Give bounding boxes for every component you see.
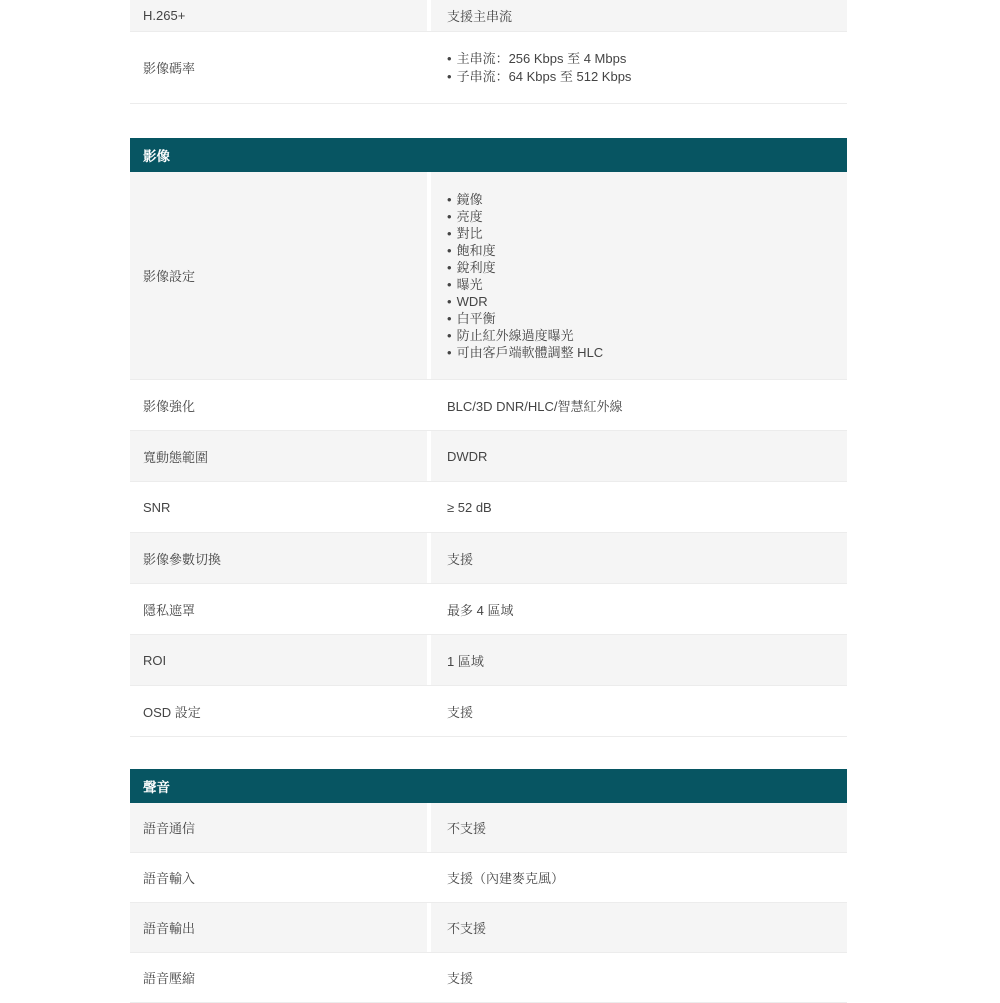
section-header-image: 影像 — [130, 138, 847, 172]
spec-table — [130, 0, 847, 1003]
table-row — [130, 686, 847, 737]
spec-label: 影像碼率 — [130, 32, 427, 103]
spec-value: 支援 — [431, 686, 847, 736]
spec-value: 不支援 — [431, 803, 847, 852]
bullet-list — [447, 191, 603, 361]
spec-label: 語音輸出 — [130, 903, 427, 952]
bullet-item: • 飽和度 — [447, 242, 603, 259]
spec-value: ≥ 52 dB — [431, 482, 847, 532]
spec-value: 支援主串流 — [431, 0, 847, 31]
bullet-item: • 主串流：256 Kbps 至 4 Mbps — [447, 50, 631, 68]
table-row — [130, 172, 847, 380]
table-row — [130, 32, 847, 104]
spec-value: 1 區域 — [431, 635, 847, 685]
table-row — [130, 635, 847, 686]
table-row — [130, 953, 847, 1003]
spec-value — [431, 32, 847, 103]
spec-value: DWDR — [431, 431, 847, 481]
table-row — [130, 533, 847, 584]
spec-label: 語音輸入 — [130, 853, 427, 902]
spec-label: 影像設定 — [130, 172, 427, 379]
table-row — [130, 0, 847, 32]
bullet-item: • 白平衡 — [447, 310, 603, 327]
bullet-item: • 鏡像 — [447, 191, 603, 208]
spec-label: 語音通信 — [130, 803, 427, 852]
table-row — [130, 482, 847, 533]
table-row — [130, 903, 847, 953]
section-header-audio: 聲音 — [130, 769, 847, 803]
table-row — [130, 431, 847, 482]
bullet-item: • 子串流：64 Kbps 至 512 Kbps — [447, 68, 631, 86]
table-row — [130, 803, 847, 853]
table-row — [130, 584, 847, 635]
bullet-item: • WDR — [447, 293, 603, 310]
spec-label: 影像參數切換 — [130, 533, 427, 583]
bullet-list — [447, 50, 631, 86]
bullet-item: • 對比 — [447, 225, 603, 242]
bullet-item: • 銳利度 — [447, 259, 603, 276]
spec-label: OSD 設定 — [130, 686, 427, 736]
spec-label: ROI — [130, 635, 427, 685]
spec-label: H.265+ — [130, 0, 427, 31]
spec-value: 支援（內建麥克風） — [431, 853, 847, 902]
spec-label: 語音壓縮 — [130, 953, 427, 1002]
spec-label: 隱私遮罩 — [130, 584, 427, 634]
bullet-item: • 防止紅外線過度曝光 — [447, 327, 603, 344]
bullet-item: • 亮度 — [447, 208, 603, 225]
spec-value — [431, 172, 847, 379]
spec-label: SNR — [130, 482, 427, 532]
spec-value: 支援 — [431, 953, 847, 1002]
section-gap — [130, 104, 847, 138]
bullet-item: • 曝光 — [447, 276, 603, 293]
table-row — [130, 853, 847, 903]
spec-value: 最多 4 區域 — [431, 584, 847, 634]
spec-label: 影像強化 — [130, 380, 427, 430]
table-row — [130, 380, 847, 431]
bullet-item: • 可由客戶端軟體調整 HLC — [447, 344, 603, 361]
spec-value: 支援 — [431, 533, 847, 583]
section-gap — [130, 737, 847, 769]
spec-value: BLC/3D DNR/HLC/智慧紅外線 — [431, 380, 847, 430]
spec-label: 寬動態範圍 — [130, 431, 427, 481]
spec-value: 不支援 — [431, 903, 847, 952]
